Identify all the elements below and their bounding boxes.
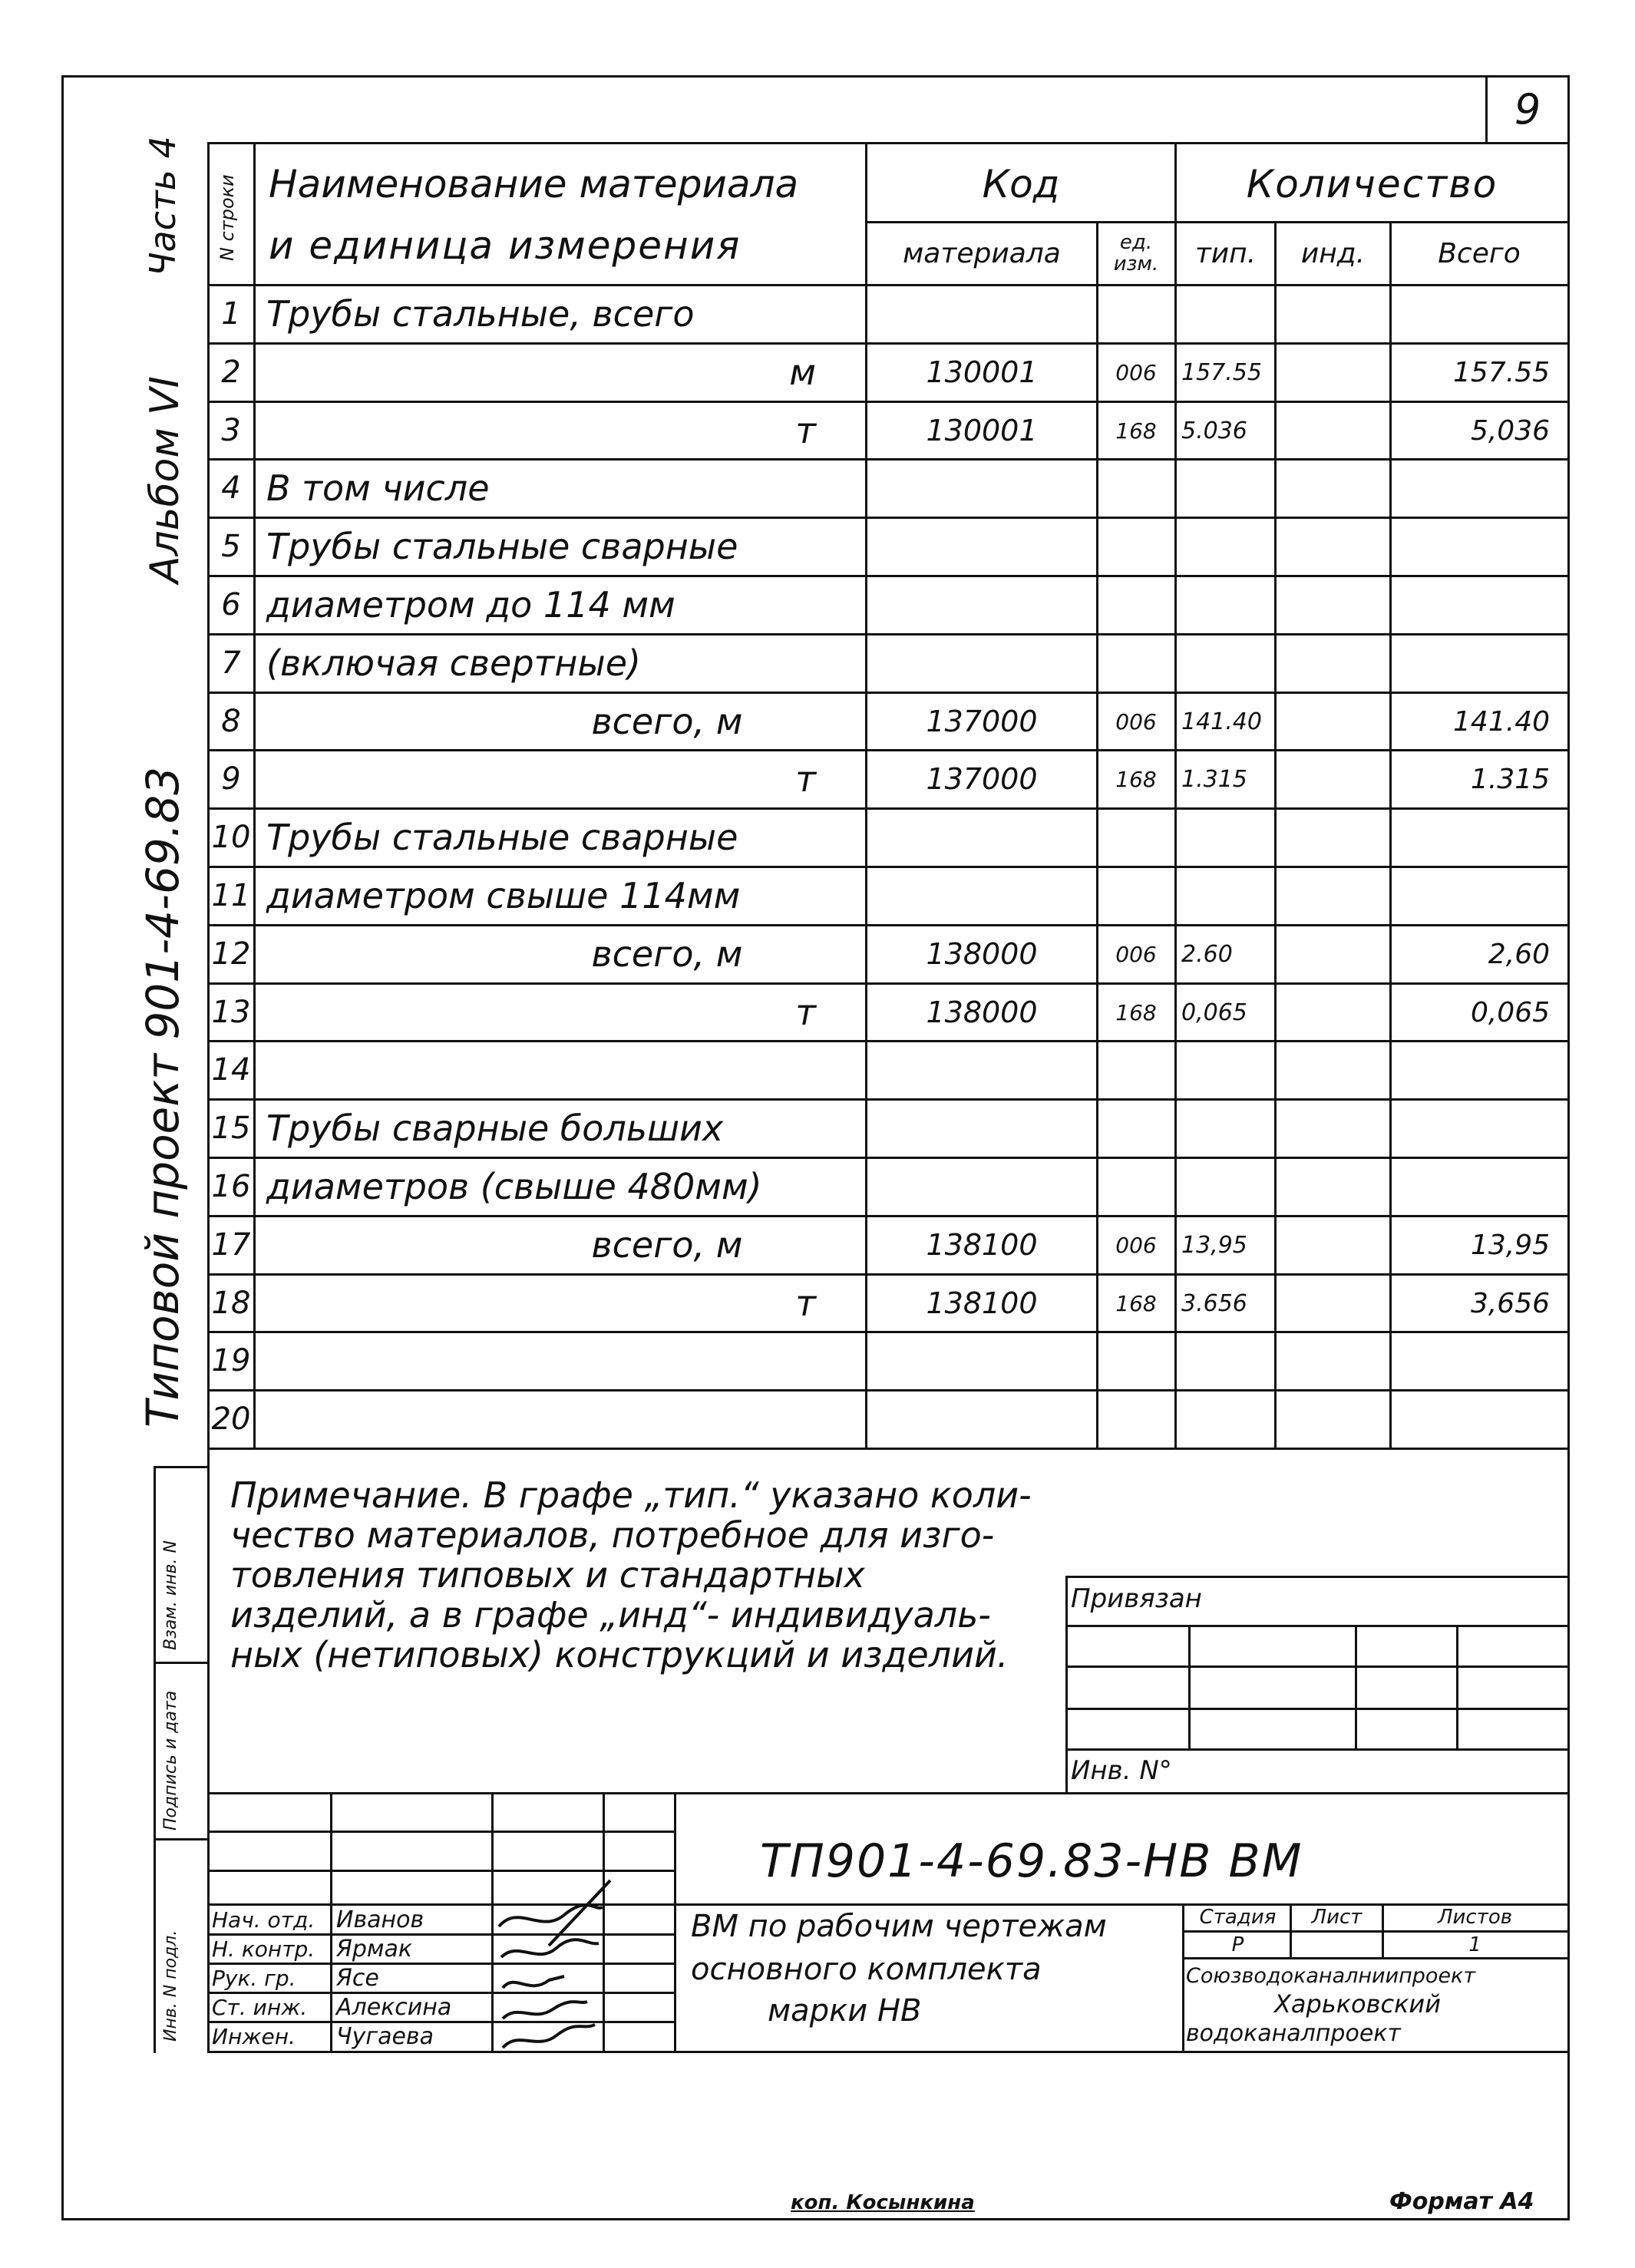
row-qty-typical: 0,065	[1181, 999, 1247, 1026]
row-name: диаметром до 114 мм	[266, 584, 675, 626]
row-qty-total: 13,95	[1470, 1229, 1550, 1261]
row-code-unit	[1099, 577, 1173, 632]
stamp-label-replace-inv: Взам. инв. N	[161, 1540, 180, 1650]
binding-title: Привязан	[1071, 1583, 1202, 1614]
row-name: всего, м	[591, 933, 743, 975]
row-qty-total	[1392, 461, 1567, 516]
row-qty-total	[1392, 519, 1567, 574]
row-number: 14	[211, 1052, 251, 1088]
row-name: Трубы стальные, всего	[266, 293, 695, 335]
row-number: 12	[211, 936, 251, 972]
row-qty-typical	[1177, 577, 1273, 632]
row-qty-typical	[1177, 1101, 1273, 1156]
row-qty-total: 2,60	[1488, 938, 1550, 970]
row-code-unit	[1099, 461, 1173, 516]
header-name-line1: Наименование материала	[269, 162, 799, 206]
row-qty-individual	[1277, 1217, 1389, 1273]
side-album-label: Альбом VI	[142, 375, 188, 583]
person-role: Н. контр.	[212, 1936, 315, 1962]
row-qty-total	[1392, 1392, 1567, 1447]
person-role: Инжен.	[212, 2023, 296, 2049]
stamp-label-inv-original: Инв. N подл.	[161, 1930, 180, 2042]
row-number: 9	[221, 761, 241, 797]
row-qty-individual	[1277, 345, 1389, 400]
row-number: 11	[211, 878, 251, 913]
row-number: 5	[221, 529, 241, 564]
row-qty-total: 3,656	[1470, 1287, 1550, 1319]
row-number: 1	[221, 296, 241, 332]
row-qty-total	[1392, 636, 1567, 691]
row-qty-typical: 1.315	[1181, 765, 1247, 793]
stage-value: Р	[1231, 1933, 1244, 1956]
row-code-unit: 006	[1115, 708, 1157, 735]
sheet-label: Лист	[1311, 1906, 1362, 1929]
row-qty-total	[1392, 286, 1567, 342]
header-qty-typical: тип.	[1194, 237, 1257, 269]
row-qty-individual	[1277, 1101, 1389, 1156]
row-code-material	[869, 810, 1095, 865]
row-code-unit	[1099, 810, 1173, 865]
row-qty-individual	[1277, 577, 1389, 632]
row-qty-typical: 157.55	[1181, 358, 1262, 386]
row-qty-total	[1392, 1042, 1567, 1098]
row-code-unit: 168	[1115, 999, 1157, 1025]
row-code-material	[869, 1333, 1095, 1388]
org-line: Харьковский	[1274, 1989, 1441, 2019]
row-qty-typical: 13,95	[1181, 1231, 1247, 1259]
doc-code: ТП901-4-69.83-НВ ВМ	[760, 1834, 1303, 1888]
row-code-material: 138100	[926, 1228, 1038, 1262]
row-code-unit	[1099, 1392, 1173, 1447]
row-qty-total: 141.40	[1453, 705, 1550, 738]
row-qty-individual	[1277, 1276, 1389, 1331]
org-line: Союзводоканалниипроект	[1186, 1963, 1476, 1988]
person-name: Ясе	[336, 1964, 379, 1992]
row-code-material	[869, 461, 1095, 516]
row-number: 3	[221, 413, 241, 448]
row-name: Трубы стальные сварные	[266, 817, 738, 858]
header-qty-total: Всего	[1438, 237, 1521, 269]
row-qty-individual	[1277, 519, 1389, 574]
note-line: чество материалов, потребное для изго-	[230, 1514, 995, 1556]
row-name: всего, м	[591, 701, 743, 742]
row-qty-typical	[1177, 868, 1273, 923]
row-qty-total: 157.55	[1453, 356, 1550, 388]
row-number: 4	[221, 470, 241, 506]
row-number: 2	[221, 355, 241, 390]
format-label: Формат А4	[1389, 2187, 1534, 2215]
row-code-material	[869, 1042, 1095, 1098]
sheets-value: 1	[1468, 1933, 1481, 1956]
header-name-line2: и единица измерения	[269, 223, 742, 268]
row-number: 8	[221, 704, 241, 739]
person-name: Чугаева	[336, 2022, 434, 2050]
row-code-unit	[1099, 519, 1173, 574]
row-code-material	[869, 1101, 1095, 1156]
row-divider	[207, 1448, 1570, 1450]
row-code-unit: 168	[1115, 766, 1157, 792]
row-qty-total	[1392, 1101, 1567, 1156]
row-name: т	[795, 992, 816, 1033]
row-number: 13	[211, 995, 251, 1030]
row-code-unit	[1099, 1333, 1173, 1388]
row-code-unit: 006	[1115, 359, 1157, 385]
row-qty-typical: 141.40	[1181, 708, 1262, 735]
row-qty-typical	[1177, 286, 1273, 342]
note-line: Примечание. В графе „тип.“ указано коли-	[230, 1474, 1032, 1516]
row-number: 18	[211, 1286, 251, 1321]
row-qty-total	[1392, 1159, 1567, 1214]
row-qty-individual	[1277, 1042, 1389, 1098]
note-line: товления типовых и стандартных	[230, 1554, 865, 1596]
row-code-material: 137000	[926, 762, 1038, 796]
row-qty-individual	[1277, 751, 1389, 807]
row-code-material: 130001	[926, 414, 1038, 447]
row-code-unit	[1099, 286, 1173, 342]
header-quantity: Количество	[1246, 162, 1498, 206]
page-number: 9	[1514, 85, 1541, 134]
header-code-unit: ед. изм.	[1113, 231, 1159, 276]
row-qty-individual	[1277, 461, 1389, 516]
row-qty-individual	[1277, 1333, 1389, 1388]
header-row-no: N строки	[216, 174, 238, 261]
row-code-material	[869, 868, 1095, 923]
row-qty-individual	[1277, 868, 1389, 923]
note-line: ных (нетиповых) конструкций и изделий.	[230, 1634, 1009, 1675]
row-qty-typical	[1177, 1042, 1273, 1098]
row-code-material	[869, 286, 1095, 342]
person-name: Ярмак	[336, 1935, 413, 1963]
doc-description-line: марки НВ	[768, 1993, 922, 2029]
row-code-material	[869, 519, 1095, 574]
row-code-material: 138000	[926, 995, 1038, 1029]
row-code-material: 130001	[926, 355, 1038, 389]
person-name: Иванов	[336, 1906, 424, 1933]
person-role: Рук. гр.	[212, 1965, 296, 1991]
row-qty-individual	[1277, 985, 1389, 1040]
row-number: 7	[221, 645, 241, 681]
row-qty-individual	[1277, 810, 1389, 865]
row-code-unit	[1099, 1042, 1173, 1098]
row-qty-total	[1392, 1333, 1567, 1388]
row-qty-total: 1.315	[1470, 763, 1550, 795]
row-qty-typical	[1177, 1159, 1273, 1214]
row-code-unit	[1099, 636, 1173, 691]
row-code-material	[869, 1159, 1095, 1214]
row-code-unit: 006	[1115, 1232, 1157, 1258]
stamp-label-signature-date: Подпись и дата	[161, 1690, 180, 1831]
row-qty-individual	[1277, 1159, 1389, 1214]
row-code-unit	[1099, 868, 1173, 923]
row-number: 16	[211, 1169, 251, 1204]
row-name: (включая свертные)	[266, 642, 641, 684]
row-name	[257, 1333, 862, 1388]
copied-by-label: коп. Косынкина	[791, 2191, 975, 2214]
row-name: всего, м	[591, 1224, 743, 1266]
row-number: 17	[211, 1227, 251, 1263]
row-code-material	[869, 636, 1095, 691]
row-code-material	[869, 577, 1095, 632]
row-qty-typical: 3.656	[1181, 1289, 1247, 1317]
row-name: т	[795, 410, 816, 451]
row-code-unit: 168	[1115, 1290, 1157, 1316]
row-name: В том числе	[266, 467, 490, 509]
person-name: Алексина	[336, 1993, 452, 2021]
row-qty-typical: 2.60	[1181, 940, 1233, 968]
row-name: т	[795, 758, 816, 800]
header-qty-individual: инд.	[1300, 237, 1366, 269]
row-name: диаметром свыше 114мм	[266, 875, 741, 916]
row-qty-individual	[1277, 1392, 1389, 1447]
row-qty-individual	[1277, 926, 1389, 982]
person-role: Нач. отд.	[212, 1907, 315, 1933]
row-name: Трубы сварные больших	[266, 1108, 724, 1149]
row-qty-total: 0,065	[1470, 996, 1550, 1028]
row-name: диаметров (свыше 480мм)	[266, 1166, 762, 1207]
org-line: водоканалпроект	[1186, 2019, 1401, 2047]
row-name	[257, 1392, 862, 1447]
row-code-unit: 006	[1115, 941, 1157, 967]
stage-label: Стадия	[1199, 1906, 1277, 1929]
row-qty-individual	[1277, 636, 1389, 691]
row-name: м	[789, 352, 816, 393]
row-code-unit	[1099, 1159, 1173, 1214]
note-line: изделий, а в графе „инд“- индивидуаль-	[230, 1594, 991, 1636]
row-code-material: 138100	[926, 1286, 1038, 1320]
row-qty-total	[1392, 868, 1567, 923]
row-code-material: 138000	[926, 937, 1038, 971]
row-name: т	[795, 1283, 816, 1324]
doc-description-line: ВМ по рабочим чертежам	[691, 1909, 1107, 1944]
row-code-material: 137000	[926, 705, 1038, 738]
row-qty-typical	[1177, 519, 1273, 574]
row-number: 19	[211, 1343, 251, 1378]
row-code-material	[869, 1392, 1095, 1447]
row-code-unit: 168	[1115, 418, 1157, 444]
side-project-label: Типовой проект 901-4-69.83	[137, 767, 189, 1428]
row-qty-individual	[1277, 403, 1389, 458]
row-qty-typical	[1177, 1333, 1273, 1388]
row-qty-typical	[1177, 810, 1273, 865]
signature-scribbles	[495, 1873, 672, 2053]
row-number: 15	[211, 1111, 251, 1146]
row-code-unit	[1099, 1101, 1173, 1156]
row-number: 10	[211, 820, 251, 855]
row-name: Трубы стальные сварные	[266, 526, 738, 567]
row-qty-typical	[1177, 636, 1273, 691]
row-name	[257, 1042, 862, 1098]
row-qty-total	[1392, 810, 1567, 865]
row-qty-typical	[1177, 1392, 1273, 1447]
row-qty-total: 5,036	[1470, 414, 1550, 447]
row-qty-individual	[1277, 286, 1389, 342]
header-code-material: материала	[903, 237, 1061, 269]
row-qty-individual	[1277, 694, 1389, 749]
row-number: 20	[211, 1401, 251, 1437]
binding-inv-label: Инв. N°	[1071, 1755, 1172, 1786]
row-qty-typical	[1177, 461, 1273, 516]
person-role: Ст. инж.	[212, 1994, 308, 2020]
row-qty-total	[1392, 577, 1567, 632]
row-qty-typical: 5.036	[1181, 417, 1247, 444]
header-code: Код	[982, 162, 1060, 206]
side-part-label: Часть 4	[142, 136, 183, 276]
doc-description-line: основного комплекта	[691, 1952, 1042, 1987]
sheets-label: Листов	[1437, 1906, 1513, 1929]
row-number: 6	[221, 587, 241, 622]
